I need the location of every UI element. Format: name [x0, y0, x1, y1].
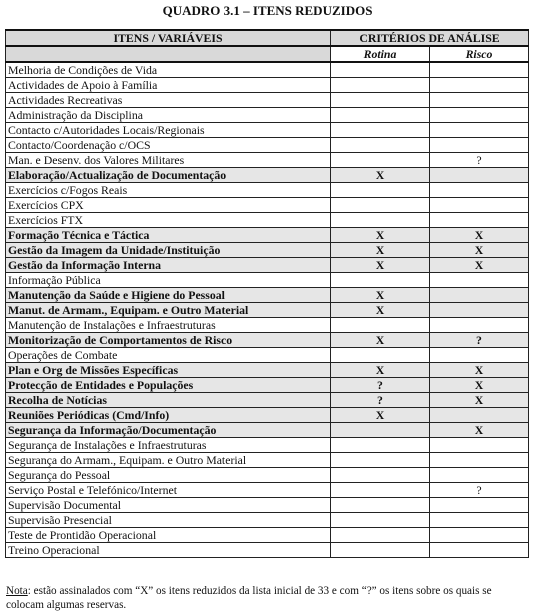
risco-mark: [430, 198, 529, 213]
risco-mark: [430, 438, 529, 453]
header-criteria: CRITÉRIOS DE ANÁLISE: [331, 30, 529, 46]
risco-mark: [430, 288, 529, 303]
table-body: [6, 62, 529, 558]
risco-mark: [430, 513, 529, 528]
rotina-mark: [331, 453, 430, 468]
rotina-mark: [331, 468, 430, 483]
rotina-mark: X: [331, 288, 430, 303]
table-title: QUADRO 3.1 – ITENS REDUZIDOS: [162, 3, 373, 18]
item-name: Exercícios c/Fogos Reais: [6, 183, 331, 198]
item-name: Manutenção de Instalações e Infraestruturas: [6, 318, 331, 333]
header-items: ITENS / VARIÁVEIS: [6, 30, 331, 46]
risco-mark: [430, 213, 529, 228]
table-row: [6, 258, 529, 273]
risco-mark: X: [430, 243, 529, 258]
header-rotina: Rotina: [331, 46, 430, 62]
risco-mark: [430, 138, 529, 153]
item-name: Contacto c/Autoridades Locais/Regionais: [6, 123, 331, 138]
risco-mark: [430, 528, 529, 543]
items-table: [5, 29, 529, 558]
table-row: [6, 378, 529, 393]
item-name: Melhoria de Condições de Vida: [6, 62, 331, 78]
rotina-mark: ?: [331, 393, 430, 408]
rotina-mark: [331, 483, 430, 498]
risco-mark: [430, 93, 529, 108]
rotina-mark: X: [331, 243, 430, 258]
item-name: Actividades Recreativas: [6, 93, 331, 108]
table-row: [6, 303, 529, 318]
risco-mark: [430, 62, 529, 78]
header-row: [6, 30, 529, 46]
rotina-mark: [331, 348, 430, 363]
risco-mark: X: [430, 423, 529, 438]
rotina-mark: [331, 273, 430, 288]
table-row: [6, 123, 529, 138]
rotina-mark: [331, 213, 430, 228]
item-name: Manutenção da Saúde e Higiene do Pessoal: [6, 288, 331, 303]
risco-mark: [430, 318, 529, 333]
rotina-mark: X: [331, 168, 430, 183]
rotina-mark: [331, 123, 430, 138]
item-name: Segurança de Instalações e Infraestruturas: [6, 438, 331, 453]
table-row: [6, 108, 529, 123]
table-row: [6, 408, 529, 423]
risco-mark: [430, 408, 529, 423]
item-name: Recolha de Notícias: [6, 393, 331, 408]
table-row: [6, 363, 529, 378]
item-name: Segurança do Pessoal: [6, 468, 331, 483]
table-row: [6, 423, 529, 438]
table-row: [6, 438, 529, 453]
risco-mark: [430, 498, 529, 513]
table-row: [6, 153, 529, 168]
footnote-label: Nota: [6, 585, 28, 597]
item-name: Teste de Prontidão Operacional: [6, 528, 331, 543]
item-name: Elaboração/Actualização de Documentação: [6, 168, 331, 183]
item-name: Serviço Postal e Telefónico/Internet: [6, 483, 331, 498]
item-name: Exercícios CPX: [6, 198, 331, 213]
rotina-mark: [331, 93, 430, 108]
table-row: [6, 168, 529, 183]
table-row: [6, 288, 529, 303]
risco-mark: X: [430, 228, 529, 243]
item-name: Reuniões Periódicas (Cmd/Info): [6, 408, 331, 423]
table-row: [6, 498, 529, 513]
table-row: [6, 393, 529, 408]
rotina-mark: [331, 138, 430, 153]
item-name: Manut. de Armam., Equipam. e Outro Material: [6, 303, 331, 318]
rotina-mark: [331, 498, 430, 513]
rotina-mark: X: [331, 258, 430, 273]
risco-mark: [430, 543, 529, 558]
item-name: Monitorização de Comportamentos de Risco: [6, 333, 331, 348]
item-name: Gestão da Imagem da Unidade/Instituição: [6, 243, 331, 258]
rotina-mark: ?: [331, 378, 430, 393]
item-name: Man. e Desenv. dos Valores Militares: [6, 153, 331, 168]
rotina-mark: [331, 153, 430, 168]
risco-mark: [430, 303, 529, 318]
table-row: [6, 213, 529, 228]
risco-mark: [430, 273, 529, 288]
table-row: [6, 528, 529, 543]
rotina-mark: X: [331, 363, 430, 378]
table-row: [6, 483, 529, 498]
item-name: Protecção de Entidades e Populações: [6, 378, 331, 393]
subheader-row: [6, 46, 529, 62]
table-row: [6, 228, 529, 243]
rotina-mark: X: [331, 408, 430, 423]
rotina-mark: [331, 78, 430, 93]
item-name: Exercícios FTX: [6, 213, 331, 228]
item-name: Supervisão Presencial: [6, 513, 331, 528]
risco-mark: [430, 78, 529, 93]
item-name: Contacto/Coordenação c/OCS: [6, 138, 331, 153]
risco-mark: ?: [430, 483, 529, 498]
rotina-mark: [331, 528, 430, 543]
item-name: Informação Pública: [6, 273, 331, 288]
table-row: [6, 138, 529, 153]
item-name: Administração da Disciplina: [6, 108, 331, 123]
risco-mark: [430, 468, 529, 483]
rotina-mark: X: [331, 303, 430, 318]
footnote-text: : estão assinalados com “X” os itens reduzidos da lista inicial de 33 e com “?” os itens sobre os quais se colocam algumas reservas.: [6, 585, 492, 611]
rotina-mark: X: [331, 333, 430, 348]
item-name: Gestão da Informação Interna: [6, 258, 331, 273]
risco-mark: X: [430, 258, 529, 273]
rotina-mark: [331, 62, 430, 78]
rotina-mark: [331, 198, 430, 213]
table-row: [6, 453, 529, 468]
table-row: [6, 318, 529, 333]
table-row: [6, 333, 529, 348]
table-row: [6, 513, 529, 528]
risco-mark: [430, 348, 529, 363]
risco-mark: [430, 183, 529, 198]
risco-mark: ?: [430, 153, 529, 168]
rotina-mark: [331, 438, 430, 453]
rotina-mark: [331, 108, 430, 123]
table-row: [6, 243, 529, 258]
header-risco: Risco: [430, 46, 529, 62]
risco-mark: [430, 453, 529, 468]
table-row: [6, 198, 529, 213]
table-row: [6, 62, 529, 78]
footnote: [6, 584, 528, 612]
rotina-mark: [331, 513, 430, 528]
risco-mark: ?: [430, 333, 529, 348]
item-name: Segurança do Armam., Equipam. e Outro Material: [6, 453, 331, 468]
table-row: [6, 183, 529, 198]
risco-mark: X: [430, 363, 529, 378]
table-row: [6, 273, 529, 288]
item-name: Plan e Org de Missões Específicas: [6, 363, 331, 378]
header-items-spacer: [6, 46, 331, 62]
rotina-mark: [331, 183, 430, 198]
rotina-mark: [331, 543, 430, 558]
table-row: [6, 348, 529, 363]
risco-mark: X: [430, 378, 529, 393]
table-row: [6, 543, 529, 558]
item-name: Treino Operacional: [6, 543, 331, 558]
table-row: [6, 93, 529, 108]
risco-mark: X: [430, 393, 529, 408]
rotina-mark: X: [331, 228, 430, 243]
rotina-mark: [331, 423, 430, 438]
risco-mark: [430, 168, 529, 183]
item-name: Operações de Combate: [6, 348, 331, 363]
risco-mark: [430, 108, 529, 123]
item-name: Formação Técnica e Táctica: [6, 228, 331, 243]
table-row: [6, 78, 529, 93]
table-row: [6, 468, 529, 483]
rotina-mark: [331, 318, 430, 333]
item-name: Segurança da Informação/Documentação: [6, 423, 331, 438]
risco-mark: [430, 123, 529, 138]
item-name: Actividades de Apoio à Família: [6, 78, 331, 93]
item-name: Supervisão Documental: [6, 498, 331, 513]
